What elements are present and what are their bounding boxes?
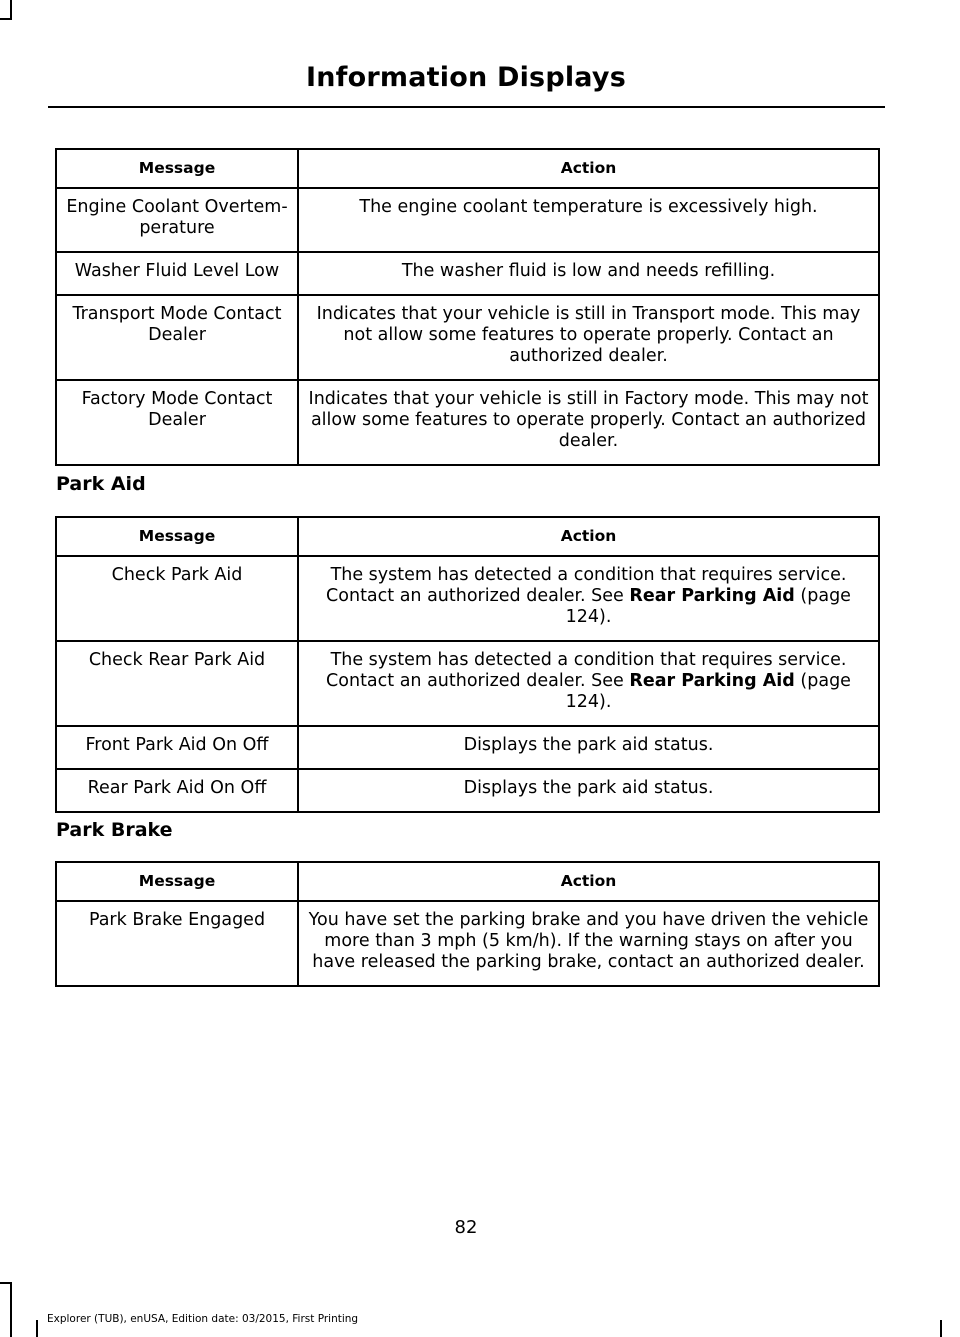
action-cell: Indicates that your vehicle is still in Factory mode. This may not allow some features to operate properly. Contact an authorized dealer.: [298, 380, 879, 465]
message-cell: Check Rear Park Aid: [56, 641, 298, 726]
section-title-park-aid: Park Aid: [56, 473, 146, 495]
table-row: [56, 641, 879, 726]
action-text: The system has detected a condition that requires service. Contact an authorized dealer. See: [326, 650, 847, 691]
table-row: [56, 295, 879, 380]
crop-mark-bottom-left-v: [10, 1282, 12, 1337]
action-cell: The engine coolant temperature is excessively high.: [298, 188, 879, 252]
messages-table-park-aid: [55, 516, 880, 813]
column-header-message: Message: [56, 149, 298, 188]
column-header-action: Action: [298, 862, 879, 901]
table-row: [56, 556, 879, 641]
column-header-message: Message: [56, 862, 298, 901]
action-text: (page 124).: [565, 586, 851, 627]
action-cell: You have set the parking brake and you have driven the vehicle more than 3 mph (5 km/h). If the warning stays on after you have released the parking brake, contact an authorized dealer.: [298, 901, 879, 986]
column-header-action: Action: [298, 517, 879, 556]
table-row: [56, 188, 879, 252]
page-number: 82: [454, 1217, 478, 1238]
message-cell: Rear Park Aid On Off: [56, 769, 298, 812]
message-cell: Washer Fluid Level Low: [56, 252, 298, 295]
action-cell: [298, 556, 879, 641]
messages-table-engine: [55, 148, 880, 466]
crop-mark-bottom-left-h: [0, 1282, 12, 1284]
table-header-row: [56, 862, 879, 901]
cross-reference-link[interactable]: Rear Parking Aid: [629, 671, 795, 691]
table-row: [56, 726, 879, 769]
section-title-park-brake: Park Brake: [56, 819, 173, 841]
crop-mark-bottom-left-inner: [36, 1320, 38, 1337]
table-header-row: [56, 149, 879, 188]
message-cell: Factory Mode Contact Dealer: [56, 380, 298, 465]
footer-edition: Explorer (TUB), enUSA, Edition date: 03/2015, First Printing: [47, 1313, 359, 1325]
message-cell: Transport Mode Contact Dealer: [56, 295, 298, 380]
message-cell: Park Brake Engaged: [56, 901, 298, 986]
page-title: Information Displays: [306, 62, 626, 93]
action-cell: [298, 641, 879, 726]
action-text: The system has detected a condition that requires service. Contact an authorized dealer. See: [326, 565, 847, 606]
action-cell: Displays the park aid status.: [298, 769, 879, 812]
crop-mark-top-left-v: [10, 0, 12, 20]
crop-mark-bottom-right: [940, 1320, 942, 1337]
message-cell: Front Park Aid On Off: [56, 726, 298, 769]
messages-table-park-brake: [55, 861, 880, 987]
crop-mark-top-left-h: [0, 18, 12, 20]
table-header-row: [56, 517, 879, 556]
action-text: (page 124).: [565, 671, 851, 712]
table-row: [56, 769, 879, 812]
cross-reference-link[interactable]: Rear Parking Aid: [629, 586, 795, 606]
action-cell: The washer fluid is low and needs refilling.: [298, 252, 879, 295]
column-header-message: Message: [56, 517, 298, 556]
action-cell: Displays the park aid status.: [298, 726, 879, 769]
table-row: [56, 252, 879, 295]
message-cell: Check Park Aid: [56, 556, 298, 641]
message-cell: Engine Coolant Overtem-perature: [56, 188, 298, 252]
table-row: [56, 380, 879, 465]
table-row: [56, 901, 879, 986]
action-cell: Indicates that your vehicle is still in Transport mode. This may not allow some features to operate properly. Contact an authorized dealer.: [298, 295, 879, 380]
column-header-action: Action: [298, 149, 879, 188]
header-rule: [48, 106, 885, 108]
